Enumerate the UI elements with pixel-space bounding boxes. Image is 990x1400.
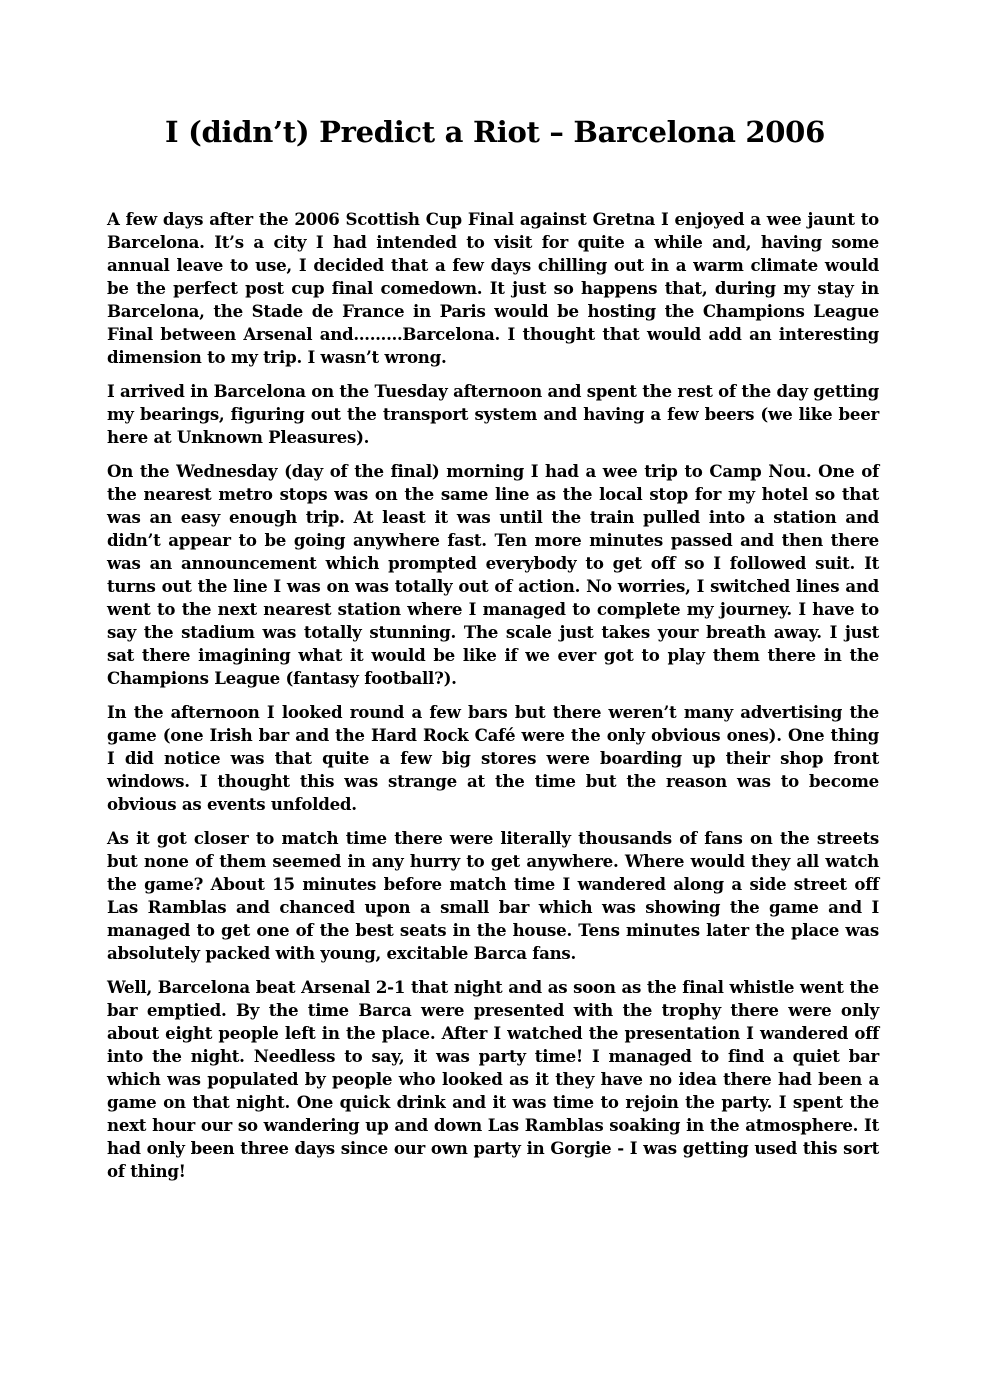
article-title: I (didn’t) Predict a Riot – Barcelona 2006 [165, 115, 825, 149]
paragraph-afternoon: In the afternoon I looked round a few bars but there weren’t many advertising the game (one Irish bar and the Hard Rock Café were the only obvious ones). One thing I did notice was that quite a few big stores were boarding up their shop front windows. I thought this was strange at the time but the reason was to become obvious as events unfolded. [107, 702, 879, 814]
article-body [107, 208, 879, 1194]
paragraph-result: Well, Barcelona beat Arsenal 2-1 that night and as soon as the final whistle went the bar emptied. By the time Barca were presented with the trophy there were only about eight people left in the place. After I watched the presentation I wandered off into the night. Needless to say, it was party time! I managed to find a quiet bar which was populated by people who looked as it they have no idea there had been a game on that night. One quick drink and it was time to rejoin the party. I spent the next hour our so wandering up and down Las Ramblas soaking in the atmosphere. It had only been three days since our own party in Gorgie - I was getting used this sort of thing! [107, 977, 879, 1181]
paragraph-match-time: As it got closer to match time there were literally thousands of fans on the streets but none of them seemed in any hurry to get anywhere. Where would they all watch the game? About 15 minutes before match time I wandered along a side street off Las Ramblas and chanced upon a small bar which was showing the game and I managed to get one of the best seats in the house. Tens minutes later the place was absolutely packed with young, excitable Barca fans. [107, 828, 879, 963]
paragraph-arrival: I arrived in Barcelona on the Tuesday afternoon and spent the rest of the day getting my bearings, figuring out the transport system and having a few beers (we like beer here at Unknown Pleasures). [107, 381, 879, 447]
paragraph-camp-nou: On the Wednesday (day of the final) morning I had a wee trip to Camp Nou. One of the nearest metro stops was on the same line as the local stop for my hotel so that was an easy enough trip. At least it was until the train pulled into a station and didn’t appear to be going anywhere fast. Ten more minutes passed and then there was an announcement which prompted everybody to get off so I followed suit. It turns out the line I was on was totally out of action. No worries, I switched lines and went to the next nearest station where I managed to complete my journey. I have to say the stadium was totally stunning. The scale just takes your breath away. I just sat there imagining what it would be like if we ever got to play them there in the Champions League (fantasy football?). [107, 461, 879, 688]
paragraph-intro: A few days after the 2006 Scottish Cup Final against Gretna I enjoyed a wee jaunt to Barcelona. It’s a city I had intended to visit for quite a while and, having some annual leave to use, I decided that a few days chilling out in a warm climate would be the perfect post cup final comedown. It just so happens that, during my stay in Barcelona, the Stade de France in Paris would be hosting the Champions League Final between Arsenal and………Barcelona. I thought that would add an interesting dimension to my trip. I wasn’t wrong. [107, 209, 879, 367]
